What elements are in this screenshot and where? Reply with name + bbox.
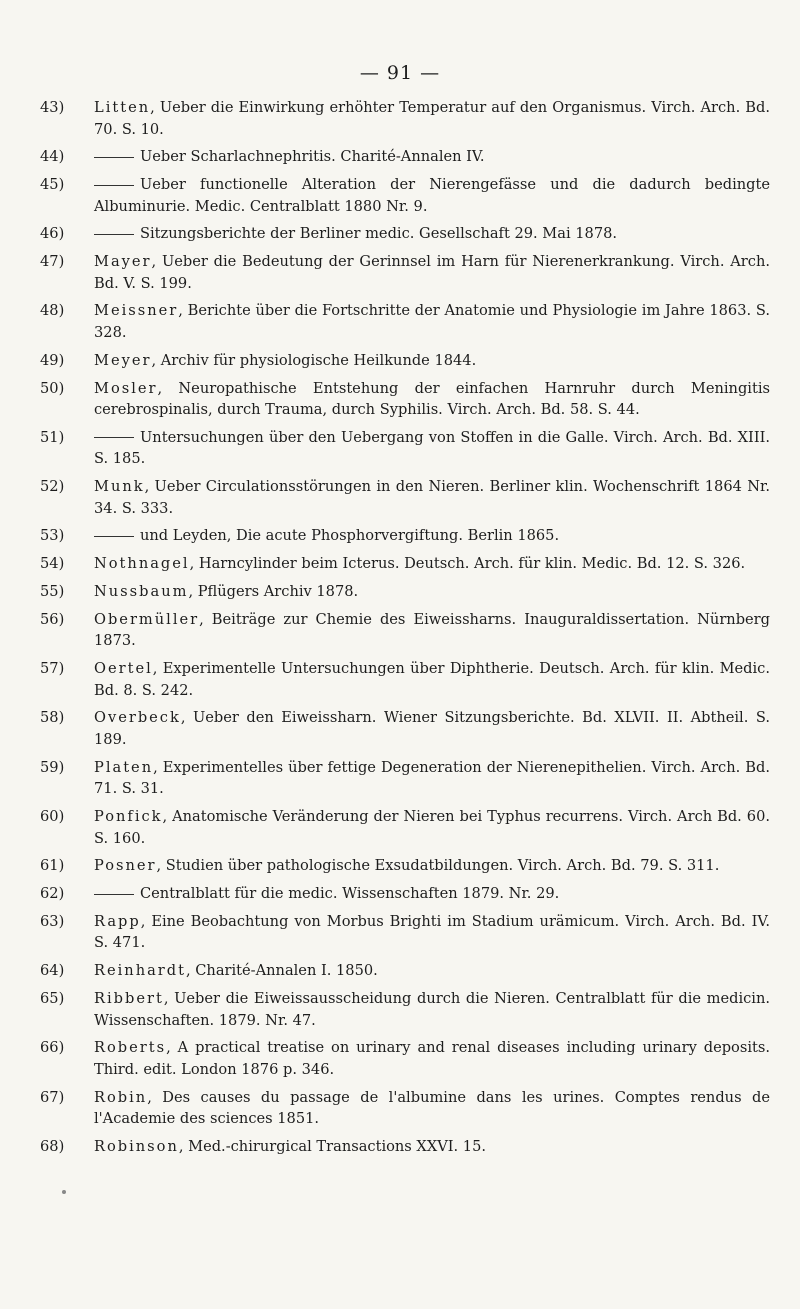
reference-author: Ponfick: [94, 808, 163, 826]
reference-text: , Ueber den Eiweissharn. Wiener Sitzungsberichte. Bd. XLVII. II. Abtheil. S. 189.: [94, 709, 770, 748]
reference-number: 58): [40, 709, 65, 727]
reference-number: 49): [40, 351, 65, 369]
reference-number: 63): [40, 912, 65, 930]
reference-number: 44): [40, 148, 65, 166]
ditto-dash: [94, 437, 134, 438]
reference-number: 43): [40, 99, 65, 116]
reference-item: [40, 1136, 770, 1158]
reference-author: Overbeck: [94, 709, 181, 727]
reference-text: , Experimentelles über fettige Degeneration der Nierenepithelien. Virch. Arch. Bd. 71. S. 31.: [94, 758, 770, 798]
reference-number: 55): [40, 583, 65, 601]
reference-item: [40, 911, 770, 954]
reference-text: , A practical treatise on urinary and renal diseases including urinary deposits. Third. edit. London 1876 p. 346.: [94, 1039, 770, 1078]
reference-list: [40, 97, 770, 1164]
reference-author: Obermüller: [94, 610, 200, 628]
reference-item: [40, 350, 770, 372]
reference-item: [40, 1037, 770, 1080]
reference-text: Ueber Scharlachnephritis. Charité-Annalen IV.: [140, 148, 485, 166]
reference-text: , Archiv für physiologische Heilkunde 1844.: [151, 351, 477, 369]
reference-number: 67): [40, 1088, 65, 1106]
reference-text: , Beiträge zur Chemie des Eiweissharns. Inauguraldissertation. Nürnberg 1873.: [94, 610, 770, 650]
reference-number: 60): [40, 808, 65, 826]
reference-item: [40, 883, 770, 905]
reference-text: , Ueber die Bedeutung der Gerinnsel im Harn für Nierenerkrankung. Virch. Arch. Bd. V. S. 199.: [94, 253, 770, 292]
ditto-dash: [94, 157, 134, 158]
ditto-dash: [94, 894, 134, 895]
reference-author: Munk: [94, 478, 145, 496]
reference-number: 62): [40, 885, 65, 903]
reference-author: Mayer: [94, 253, 152, 271]
reference-text: und Leyden, Die acute Phosphorvergiftung. Berlin 1865.: [140, 527, 560, 545]
reference-number: 50): [40, 379, 65, 397]
reference-number: 54): [40, 555, 65, 573]
reference-text: Sitzungsberichte der Berliner medic. Gesellschaft 29. Mai 1878.: [140, 225, 618, 243]
reference-item: [40, 757, 770, 800]
reference-text: , Eine Beobachtung von Morbus Brighti im Stadium urämicum. Virch. Arch. Bd. IV. S. 471.: [94, 912, 770, 952]
reference-text: , Neuropathische Entstehung der einfachen Harnruhr durch Meningitis cerebrospinalis, durch Trauma, durch Syphilis. Virch. Arch. Bd. 58. S. 44.: [94, 379, 770, 419]
reference-item: [40, 476, 770, 519]
reference-author: Rapp: [94, 912, 141, 930]
reference-author: Posner: [94, 857, 157, 875]
reference-item: [40, 855, 770, 877]
reference-text: Ueber functionelle Alteration der Nierengefässe und die dadurch bedingte Albuminurie. Medic. Centralblatt 1880 Nr. 9.: [94, 176, 770, 215]
reference-text: , Ueber die Eiweissausscheidung durch die Nieren. Centralblatt für die medicin. Wissenschaften. 1879. Nr. 47.: [94, 990, 770, 1029]
reference-item: [40, 960, 770, 982]
reference-item: [40, 609, 770, 652]
reference-number: 53): [40, 527, 65, 545]
reference-author: Meyer: [94, 351, 152, 369]
reference-text: , Berichte über die Fortschritte der Anatomie und Physiologie im Jahre 1863. S. 328.: [94, 302, 770, 341]
reference-number: 52): [40, 478, 65, 496]
reference-item: [40, 806, 770, 849]
reference-author: Nussbaum: [94, 583, 189, 601]
reference-author: Ribbert: [94, 990, 164, 1008]
reference-text: , Charité-Annalen I. 1850.: [185, 962, 378, 980]
reference-text: Centralblatt für die medic. Wissenschaften 1879. Nr. 29.: [140, 885, 560, 903]
reference-text: , Ueber die Einwirkung erhöhter Temperatur auf den Organismus. Virch. Arch. Bd. 70. S. 10.: [94, 99, 770, 138]
reference-number: 68): [40, 1137, 65, 1155]
reference-item: [40, 988, 770, 1031]
reference-author: Nothnagel: [94, 555, 190, 573]
reference-number: 65): [40, 990, 65, 1008]
page-number: — 91 —: [359, 62, 441, 84]
reference-number: 64): [40, 962, 65, 980]
reference-item: [40, 1087, 770, 1130]
reference-text: , Anatomische Veränderung der Nieren bei Typhus recurrens. Virch. Arch Bd. 60. S. 160.: [94, 808, 770, 847]
reference-author: Mosler: [94, 379, 158, 397]
ditto-dash: [94, 536, 134, 537]
reference-item: [40, 174, 770, 217]
reference-text: , Studien über pathologische Exsudatbildungen. Virch. Arch. Bd. 79. S. 311.: [156, 857, 720, 875]
reference-number: 46): [40, 225, 65, 243]
reference-author: Reinhardt: [94, 962, 186, 980]
reference-text: , Pflügers Archiv 1878.: [188, 583, 359, 601]
reference-item: [40, 658, 770, 701]
reference-author: Litten: [94, 99, 151, 116]
reference-text: , Harncylinder beim Icterus. Deutsch. Arch. für klin. Medic. Bd. 12. S. 326.: [189, 555, 746, 573]
reference-number: 51): [40, 428, 65, 446]
reference-author: Platen: [94, 758, 154, 776]
ditto-dash: [94, 234, 134, 235]
reference-item: [40, 223, 770, 245]
reference-author: Oertel: [94, 660, 153, 678]
reference-text: Untersuchungen über den Uebergang von Stoffen in die Galle. Virch. Arch. Bd. XIII. S. 185.: [94, 428, 770, 468]
reference-item: [40, 146, 770, 168]
reference-item: [40, 378, 770, 421]
speck-mark: [62, 1190, 66, 1194]
reference-item: [40, 300, 770, 343]
reference-item: [40, 97, 770, 140]
reference-number: 56): [40, 610, 65, 628]
reference-text: , Ueber Circulationsstörungen in den Nieren. Berliner klin. Wochenschrift 1864 Nr. 34. S. 333.: [94, 478, 770, 517]
reference-author: Robin: [94, 1088, 148, 1106]
reference-number: 48): [40, 302, 65, 320]
reference-author: Roberts: [94, 1039, 167, 1057]
reference-number: 47): [40, 253, 65, 271]
reference-author: Robinson: [94, 1137, 179, 1155]
reference-item: [40, 427, 770, 470]
reference-item: [40, 251, 770, 294]
reference-number: 57): [40, 660, 65, 678]
reference-item: [40, 581, 770, 603]
reference-text: , Med.-chirurgical Transactions XXVI. 15.: [178, 1137, 486, 1155]
reference-author: Meissner: [94, 302, 179, 320]
reference-number: 45): [40, 176, 65, 194]
reference-number: 61): [40, 857, 65, 875]
reference-item: [40, 553, 770, 575]
reference-number: 59): [40, 758, 65, 776]
reference-text: , Experimentelle Untersuchungen über Diphtherie. Deutsch. Arch. für klin. Medic. Bd. 8. S. 242.: [94, 660, 770, 699]
reference-number: 66): [40, 1039, 65, 1057]
ditto-dash: [94, 185, 134, 186]
reference-item: [40, 707, 770, 750]
reference-item: [40, 525, 770, 547]
reference-text: , Des causes du passage de l'albumine dans les urines. Comptes rendus de l'Academie des sciences 1851.: [94, 1088, 770, 1128]
